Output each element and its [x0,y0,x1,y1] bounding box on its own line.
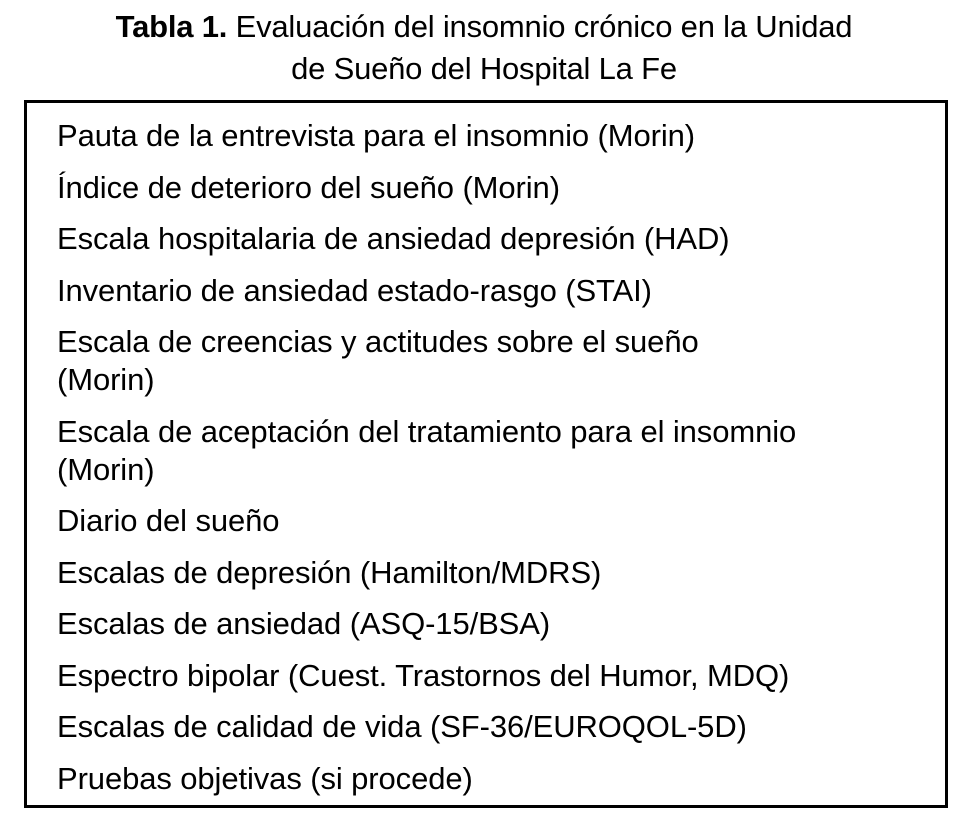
assessment-list [57,117,945,811]
table-label: Tabla 1. [115,9,228,44]
list-item-text: Escalas de ansiedad (ASQ-15/BSA) [57,606,551,641]
list-item [57,169,945,207]
list-item-text: Pauta de la entrevista para el insomnio (Morin) [57,118,696,153]
list-item [57,323,945,399]
caption-title-part-1: Evaluación del insomnio crónico en la Unidad [235,9,853,44]
list-item [57,657,945,695]
list-item [57,554,945,592]
list-item [57,413,945,489]
table-caption [0,6,968,90]
list-item-text: Índice de deterioro del sueño (Morin) [57,169,560,205]
list-item [57,760,945,798]
list-item-text: Escalas de depresión (Hamilton/MDRS) [57,554,602,590]
list-item-continuation: (Morin) [57,451,155,487]
list-item [57,605,945,643]
list-item-text: Escala de creencias y actitudes sobre el sueño [57,324,699,359]
list-item-text: Diario del sueño [57,503,280,538]
list-item [57,220,945,258]
table-box [24,100,948,808]
list-item-text: Pruebas objetivas (si procede) [57,760,473,796]
list-item-continuation: (Morin) [57,362,155,397]
list-item [57,708,945,746]
list-item-text: Escala de aceptación del tratamiento para el insomnio [57,413,797,449]
caption-title-part-2: de Sueño del Hospital La Fe [291,51,677,86]
list-item [57,272,945,310]
list-item-text: Escala hospitalaria de ansiedad depresión (HAD) [57,221,730,256]
list-item-text: Escalas de calidad de vida (SF-36/EUROQOL-5D) [57,709,747,744]
list-item [57,502,945,540]
caption-line-1 [0,6,968,48]
list-item [57,117,945,155]
list-item-text: Espectro bipolar (Cuest. Trastornos del Humor, MDQ) [57,657,790,693]
list-item-text: Inventario de ansiedad estado-rasgo (STAI) [57,272,652,308]
